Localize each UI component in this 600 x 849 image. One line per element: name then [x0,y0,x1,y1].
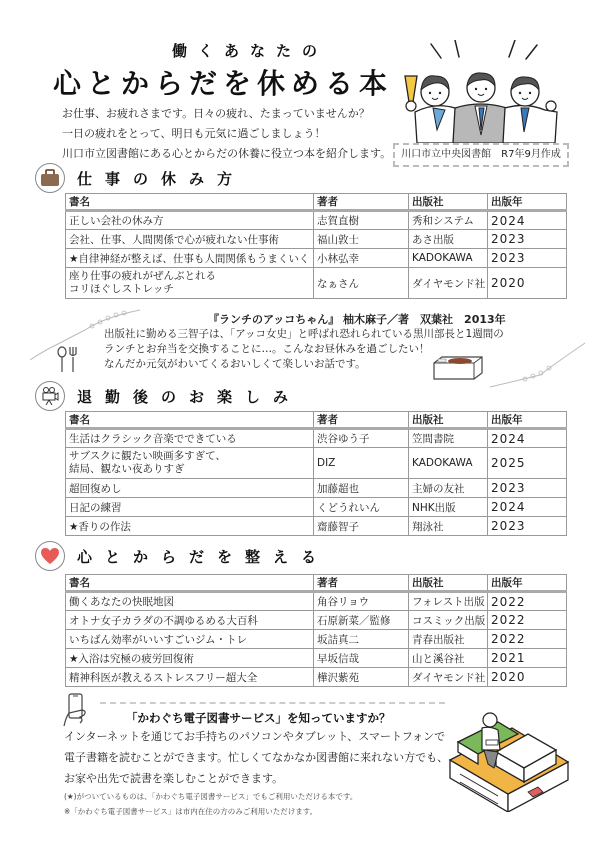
book-year: 2022 [488,630,567,649]
book-year: 2021 [488,649,567,668]
smartphone-hand-icon [62,693,92,727]
elibrary-line: インターネットを通じてお手持ちのパソコンやタブレット、スマートフォンで [64,730,446,743]
book-publisher: フォレスト出版 [409,592,488,611]
book-publisher: 主婦の友社 [409,479,488,498]
book-title: ★入浴は究極の疲労回復術 [66,649,314,668]
book-publisher: KADOKAWA [409,448,488,479]
book-table-work-rest [65,193,567,299]
section-heading-work-rest [35,163,245,193]
book-year: 2022 [488,611,567,630]
book-publisher: 山と溪谷社 [409,649,488,668]
book-title: 正しい会社の休み方 [66,211,314,230]
recommendation-line: なんだか元気がわいてくるおいしくて楽しいお話です。 [104,358,366,370]
column-header-title: 書名 [66,194,314,211]
section-heading-mind-body [35,541,329,571]
book-table-mind-body [65,574,567,687]
table-row [66,668,567,687]
book-title-line: 座り仕事の疲れがぜんぶとれる [69,270,216,282]
book-title-line: コリほぐしストレッチ [69,283,174,295]
book-title [66,268,314,299]
book-author: 小林弘幸 [314,249,409,268]
table-row [66,649,567,668]
book-publisher: 青春出版社 [409,630,488,649]
table-row [66,429,567,448]
intro-text [62,104,391,164]
subtitle: 働くあなたの [171,42,328,60]
table-row [66,211,567,230]
spoon-fork-icon [56,345,80,373]
book-author: 渋谷ゆう子 [314,429,409,448]
book-year: 2023 [488,479,567,498]
book-title [66,448,314,479]
elibrary-title: 「かわぐち電子図書サービス」を知っていますか？ [126,711,391,725]
book-title: 超回復めし [66,479,314,498]
book-year: 2020 [488,668,567,687]
book-author: 樺沢紫苑 [314,668,409,687]
book-title: オトナ女子カラダの不調ゆるめる大百科 [66,611,314,630]
column-header-year: 出版年 [488,194,567,211]
table-row [66,479,567,498]
book-year: 2024 [488,211,567,230]
book-title-line: 結局、観ない夜ありすぎ [69,463,185,475]
movie-camera-icon [35,381,65,411]
table-row [66,498,567,517]
footnotes [64,789,357,819]
column-header-publisher: 出版社 [409,194,488,211]
page-title: 心とからだを休める本 [52,67,393,100]
elibrary-line: 電子書籍を読むことができます。忙しくてなかなか図書館に来れない方でも、 [64,751,449,764]
book-title: ★自律神経が整えば、仕事も人間関係もうまくいく [66,249,314,268]
column-header-title: 書名 [66,412,314,429]
book-title: 精神科医が教えるストレスフリー超大全 [66,668,314,687]
footnote: ※「かわぐち電子図書サービス」は市内在住の方のみご利用いただけます。 [64,807,318,816]
library-credit: 川口市立中央図書館 R7年9月作成 [393,143,569,167]
column-header-author: 著者 [314,412,409,429]
table-row [66,611,567,630]
book-year: 2023 [488,249,567,268]
book-year: 2022 [488,592,567,611]
book-year: 2024 [488,429,567,448]
book-year: 2023 [488,517,567,536]
book-author: DIZ [314,448,409,479]
table-row [66,268,567,299]
bento-box-icon [430,355,486,381]
book-year: 2020 [488,268,567,299]
column-header-author: 著者 [314,575,409,592]
book-publisher: 秀和システム [409,211,488,230]
elibrary-line: お家や出先で読書を楽しむことができます。 [64,772,284,785]
table-row [66,517,567,536]
table-row [66,230,567,249]
book-table-after-work [65,411,567,536]
book-year: 2024 [488,498,567,517]
elibrary-body [64,726,448,789]
book-title-line: サブスクに観たい映画多すぎて、 [69,450,226,462]
column-header-publisher: 出版社 [409,412,488,429]
book-author: 石原新菜／監修 [314,611,409,630]
heart-icon [35,541,65,571]
book-author: 齋藤智子 [314,517,409,536]
table-row [66,592,567,611]
office-workers-illustration [395,40,570,143]
book-year: 2025 [488,448,567,479]
section-title: 退勤後のお楽しみ [77,387,302,406]
table-header-row [66,194,567,211]
table-row [66,448,567,479]
column-header-year: 出版年 [488,412,567,429]
book-publisher: コスミック出版 [409,611,488,630]
book-author: 志賀直樹 [314,211,409,230]
recommendation-line: ランチとお弁当を交換することに…。こんなお昼休みを過ごしたい！ [104,343,430,355]
book-title: ★香りの作法 [66,517,314,536]
book-author: なぁさん [314,268,409,299]
book-author: 早坂信哉 [314,649,409,668]
recommendation-line: 出版社に勤める三智子は、「アッコ女史」と呼ばれ恐れられている黒川部長と1週間の [104,328,504,340]
book-publisher: あさ出版 [409,230,488,249]
column-header-author: 著者 [314,194,409,211]
book-title: 会社、仕事、人間関係で心が疲れない仕事術 [66,230,314,249]
book-author: 坂詰真二 [314,630,409,649]
table-row [66,630,567,649]
table-row [66,249,567,268]
reading-person-illustration [448,712,573,812]
section-title: 心とからだを整える [77,547,330,566]
book-publisher: ダイヤモンド社 [409,668,488,687]
section-title: 仕事の休み方 [77,169,246,188]
table-header-row [66,412,567,429]
footnote: (★)がついているものは、「かわぐち電子図書サービス」でもご利用いただける本です。 [64,792,358,801]
book-author: くどうれいん [314,498,409,517]
recommendation-title: 『ランチのアッコちゃん』 柚木麻子／著 双葉社 2013年 [208,313,506,326]
book-publisher: KADOKAWA [409,249,488,268]
intro-line: 川口市立図書館にある心とからだの休養に役立つ本を紹介します。 [62,147,392,160]
book-title: 働くあなたの快眠地図 [66,592,314,611]
book-title: いちばん効率がいいすごいジム・トレ [66,630,314,649]
book-publisher: ダイヤモンド社 [409,268,488,299]
book-title: 生活はクラシック音楽でできている [66,429,314,448]
book-publisher: 翔泳社 [409,517,488,536]
book-author: 福山敦士 [314,230,409,249]
intro-line: 一日の疲れをとって、明日も元気に過ごしましょう！ [62,127,326,140]
column-header-year: 出版年 [488,575,567,592]
book-publisher: 笠間書院 [409,429,488,448]
book-author: 加藤超也 [314,479,409,498]
table-header-row [66,575,567,592]
book-year: 2023 [488,230,567,249]
column-header-title: 書名 [66,575,314,592]
briefcase-icon [35,163,65,193]
dashed-divider [100,702,445,704]
book-publisher: NHK出版 [409,498,488,517]
book-title: 日記の練習 [66,498,314,517]
section-heading-after-work [35,381,301,411]
column-header-publisher: 出版社 [409,575,488,592]
intro-line: お仕事、お疲れさまです。日々の疲れ、たまっていませんか？ [62,107,370,120]
book-author: 角谷リョウ [314,592,409,611]
